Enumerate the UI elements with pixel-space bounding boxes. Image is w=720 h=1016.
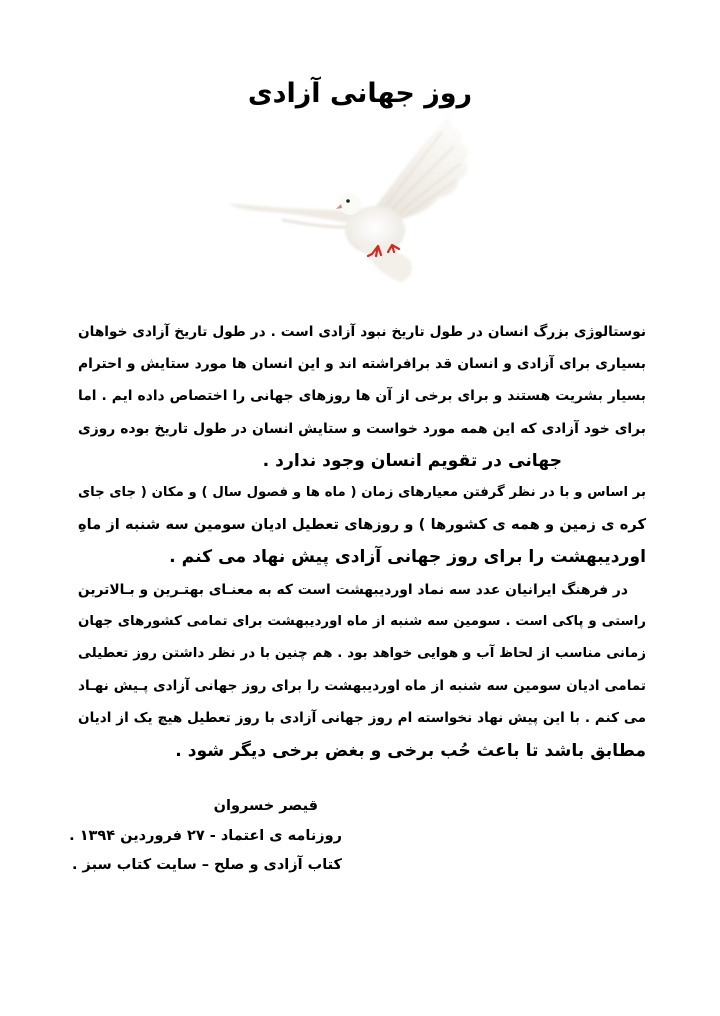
source-book: کتاب آزادی و صلح – سایت کتاب سبز . xyxy=(72,857,342,873)
author-name: قیصر خسروان xyxy=(213,798,318,814)
text-line: نوستالوژی بزرگ انسان در طول تاریخ نبود آزادی است . در طول تاریخ آزادی خواهان xyxy=(78,324,646,340)
text-line: بسیار بشریت هستند و برای برخی از آن ها روزهای جهانی را اختصاص داده ایم . اما xyxy=(78,388,646,405)
dove-right-wing xyxy=(375,119,468,220)
source-newspaper: روزنامه ی اعتماد - ۲۷ فروردین ۱۳۹۴ . xyxy=(69,828,342,844)
text-line: برای خود آزادی که این همه مورد خواست و ستایش انسان در طول تاریخ بوده روزی xyxy=(78,420,646,437)
text-line: مطابق باشد تا باعث حُب برخی و بغض برخی دیگر شود . xyxy=(175,740,646,761)
dove-image xyxy=(210,112,490,297)
text-line: جهانی در تقویم انسان وجود ندارد . xyxy=(262,450,562,471)
text-line: کره ی زمین و همه ی کشورها ) و روزهای تعطیل ادیان سومین سه شنبه از ماهِ xyxy=(78,516,646,534)
dove-head xyxy=(339,193,361,215)
paragraph-3 xyxy=(78,574,646,767)
text-line: بر اساس و با در نظر گرفتن معیارهای زمان ( ماه ها و فصول سال ) و مکان ( جای جای xyxy=(78,485,646,501)
article-body xyxy=(78,316,646,767)
text-line: اوردیبهشت را برای روز جهانی آزادی پیش نهاد می کنم . xyxy=(169,547,646,568)
text-line: بسیاری برای آزادی و انسان قد برافراشته اند و این انسان ها مورد ستایش و احترام xyxy=(78,356,646,373)
text-line: می کنم . با این پیش نهاد نخواسته ام روز جهانی آزادی با روز تعطیل هیچ یک از ادیان xyxy=(78,710,646,727)
text-line: تمامی ادیان سومین سه شنبه از ماه اوردیبهشت را برای روز جهانی آزادی پـیش نهـاد xyxy=(78,678,646,695)
text-line: زمانی مناسب از لحاظ آب و هوایی خواهد بود . هم چنین با در نظر داشتن روز تعطیلی xyxy=(78,646,646,662)
text-line: راستی و پاکی است . سومین سه شنبه از ماه اوردیبهشت برای تمامی کشورهای جهان xyxy=(78,613,646,629)
dove-eye xyxy=(346,199,350,203)
paragraph-2 xyxy=(78,477,646,574)
dove-tail xyxy=(360,244,412,282)
paragraph-1 xyxy=(78,316,646,477)
text-line: در فرهنگ ایرانیان عدد سه نماد اوردیبهشت است که به معنـای بهتـرین و بـالاترین xyxy=(77,581,628,598)
document-title: روز جهانی آزادی xyxy=(247,78,473,110)
